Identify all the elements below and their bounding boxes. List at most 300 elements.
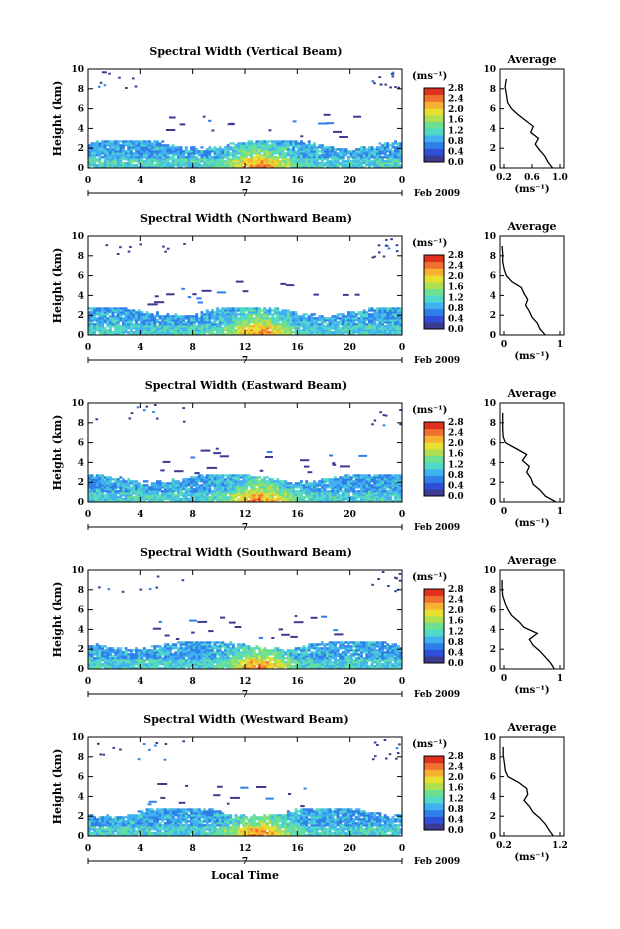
heatmap-cell — [352, 162, 355, 164]
heatmap-cell — [91, 663, 94, 665]
heatmap-cell — [290, 158, 293, 160]
heatmap-cell — [371, 313, 374, 315]
heatmap-cell — [365, 319, 368, 321]
heatmap-cell — [143, 148, 146, 150]
heatmap-cell — [109, 150, 112, 152]
heatmap-cell — [372, 80, 375, 82]
heatmap-cell — [198, 480, 201, 482]
heatmap-cell — [318, 482, 321, 484]
heatmap-cell — [156, 311, 159, 313]
heatmap-cell — [206, 317, 209, 319]
heatmap-cell — [235, 325, 238, 327]
heatmap-cell — [263, 160, 266, 162]
heatmap-cell — [182, 486, 185, 488]
heatmap-cell — [339, 319, 342, 321]
heatmap-cell — [201, 494, 204, 496]
heatmap-cell — [169, 486, 172, 488]
heatmap-cell — [287, 148, 290, 150]
heatmap-cell — [300, 482, 303, 484]
heatmap-cell — [363, 486, 366, 488]
heatmap-cell — [237, 323, 240, 325]
heatmap-cell — [161, 140, 164, 142]
heatmap-cell — [130, 142, 133, 144]
heatmap-cell — [344, 148, 347, 150]
heatmap-cell — [392, 325, 395, 327]
heatmap-cell — [93, 476, 96, 478]
heatmap-cell — [151, 494, 154, 496]
heatmap-cell — [216, 486, 219, 488]
heatmap-cell — [303, 315, 306, 317]
heatmap-cell — [242, 319, 245, 321]
heatmap-cell — [202, 290, 212, 292]
heatmap-cell — [261, 496, 264, 498]
heatmap-cell — [227, 307, 230, 309]
heatmap-cell — [211, 663, 214, 665]
heatmap-cell — [274, 162, 277, 164]
heatmap-cell — [269, 313, 272, 315]
heatmap-cell — [256, 663, 259, 665]
heatmap-cell — [292, 484, 295, 486]
heatmap-cell — [344, 480, 347, 482]
date-tick-label: 7 — [241, 356, 249, 366]
heatmap-cell — [284, 313, 287, 315]
heatmap-cell — [293, 120, 297, 122]
heatmap-cell — [256, 162, 259, 164]
heatmap-cell — [195, 158, 198, 160]
heatmap-cell — [164, 156, 167, 158]
heatmap-cell — [347, 311, 350, 313]
heatmap-cell — [214, 492, 217, 494]
heatmap-cell — [91, 494, 94, 496]
heatmap-cell — [172, 329, 175, 331]
heatmap-cell — [334, 327, 337, 329]
heatmap-cell — [148, 152, 151, 154]
heatmap-cell — [181, 288, 185, 290]
heatmap-cell — [185, 325, 188, 327]
heatmap-cell — [360, 156, 363, 158]
heatmap-cell — [287, 325, 290, 327]
heatmap-cell — [219, 150, 222, 152]
heatmap-cell — [164, 494, 167, 496]
heatmap-cell — [112, 162, 115, 164]
heatmap-cell — [237, 313, 240, 315]
heatmap-cell — [316, 494, 319, 496]
colorbar — [424, 418, 464, 502]
heatmap-cell — [368, 494, 371, 496]
heatmap-cell — [389, 156, 392, 158]
heatmap-cell — [352, 313, 355, 315]
heatmap-cell — [119, 496, 122, 498]
heatmap-cell — [305, 663, 308, 665]
heatmap-cell — [329, 482, 332, 484]
heatmap-cell — [208, 120, 211, 122]
heatmap-cell — [389, 474, 392, 476]
heatmap-cell — [269, 327, 272, 329]
heatmap-cell — [287, 323, 290, 325]
heatmap-cell — [242, 490, 245, 492]
heatmap-cell — [329, 162, 332, 164]
heatmap-cell — [119, 313, 122, 315]
heatmap-cell — [240, 496, 243, 498]
heatmap-cell — [221, 327, 224, 329]
heatmap-cell — [261, 140, 264, 142]
heatmap-cell — [261, 494, 264, 496]
heatmap-cell — [303, 329, 306, 331]
heatmap-cell — [143, 325, 146, 327]
heatmap-cell — [373, 325, 376, 327]
heatmap-cell — [228, 123, 235, 125]
heatmap-cell — [385, 245, 388, 247]
heatmap-cell — [342, 158, 345, 160]
heatmap-cell — [250, 309, 253, 311]
heatmap-cell — [101, 490, 104, 492]
heatmap-cell — [172, 160, 175, 162]
heatmap-cell — [381, 494, 384, 496]
heatmap-cell — [347, 150, 350, 152]
heatmap-cell — [266, 319, 269, 321]
heatmap-cell — [331, 146, 334, 148]
heatmap-cell — [269, 325, 272, 327]
heatmap-cell — [297, 494, 300, 496]
heatmap-cell — [219, 313, 222, 315]
heatmap-cell — [253, 476, 256, 478]
heatmap-cell — [313, 325, 316, 327]
heatmap-cell — [347, 152, 350, 154]
heatmap-cell — [340, 465, 350, 467]
heatmap-cell — [318, 329, 321, 331]
heatmap-cell — [248, 146, 251, 148]
heatmap-cell — [397, 152, 400, 154]
heatmap-cell — [337, 160, 340, 162]
heatmap-cell — [250, 148, 253, 150]
heatmap-cell — [216, 663, 219, 665]
heatmap-cell — [261, 323, 264, 325]
heatmap-cell — [140, 160, 143, 162]
heatmap-cell — [347, 490, 350, 492]
heatmap-cell — [392, 162, 395, 164]
heatmap-cell — [156, 162, 159, 164]
heatmap-cell — [216, 482, 219, 484]
heatmap-cell — [303, 663, 306, 665]
heatmap-cell — [303, 325, 306, 327]
heatmap-cell — [389, 86, 392, 88]
heatmap-cell — [167, 150, 170, 152]
heatmap-cell — [91, 158, 94, 160]
heatmap-cell — [117, 156, 120, 158]
heatmap-cell — [261, 490, 264, 492]
heatmap-cell — [190, 480, 193, 482]
heatmap-cell — [206, 474, 209, 476]
heatmap-cell — [216, 319, 219, 321]
heatmap-cell — [392, 146, 395, 148]
heatmap-cell — [101, 486, 104, 488]
heatmap-cell — [329, 480, 332, 482]
heatmap-cell — [303, 492, 306, 494]
heatmap-cell — [358, 323, 361, 325]
heatmap-cell — [174, 482, 177, 484]
heatmap-cell — [106, 486, 109, 488]
heatmap-cell — [347, 317, 350, 319]
heatmap-cell — [216, 476, 219, 478]
heatmap-cell — [130, 492, 133, 494]
heatmap-cell — [146, 319, 149, 321]
heatmap-cell — [274, 313, 277, 315]
heatmap-cell — [329, 490, 332, 492]
heatmap-cell — [101, 494, 104, 496]
heatmap-cell — [329, 319, 332, 321]
heatmap-cell — [114, 482, 117, 484]
heatmap-cell — [394, 307, 397, 309]
heatmap-cell — [214, 162, 217, 164]
heatmap-cell — [193, 158, 196, 160]
heatmap-cell — [91, 474, 94, 476]
heatmap-cell — [172, 148, 175, 150]
heatmap-cell — [256, 140, 259, 142]
heatmap-cell — [232, 325, 235, 327]
heatmap-cell — [308, 484, 311, 486]
heatmap-cell — [381, 309, 384, 311]
heatmap-cell — [187, 492, 190, 494]
heatmap-cell — [148, 663, 151, 665]
heatmap-cell — [248, 490, 251, 492]
heatmap-cell — [153, 156, 156, 158]
heatmap-cell — [297, 319, 300, 321]
heatmap-cell — [363, 158, 366, 160]
heatmap-cell — [287, 162, 290, 164]
heatmap-cell — [355, 160, 358, 162]
heatmap-cell — [321, 325, 324, 327]
heatmap-cell — [125, 307, 128, 309]
heatmap-cell — [274, 140, 277, 142]
heatmap-cell — [182, 158, 185, 160]
heatmap-cell — [122, 480, 125, 482]
heatmap-cell — [112, 325, 115, 327]
heatmap-cell — [119, 325, 122, 327]
heatmap-cell — [203, 492, 206, 494]
heatmap-cell — [135, 158, 138, 160]
heatmap-cell — [342, 496, 345, 498]
heatmap-cell — [240, 309, 243, 311]
heatmap-cell — [358, 663, 361, 665]
heatmap-cell — [148, 146, 151, 148]
y-axis-label: Height (km) — [51, 247, 64, 324]
heatmap-cell — [261, 317, 264, 319]
heatmap-cell — [392, 156, 395, 158]
heatmap-cell — [300, 158, 303, 160]
heatmap-cell — [389, 492, 392, 494]
heatmap-cell — [282, 482, 285, 484]
heatmap-cell — [363, 323, 366, 325]
heatmap-cell — [389, 162, 392, 164]
heatmap-cell — [99, 156, 102, 158]
heatmap-cell — [342, 162, 345, 164]
heatmap-cell — [112, 156, 115, 158]
heatmap-cell — [284, 496, 287, 498]
heatmap-cell — [334, 492, 337, 494]
heatmap-cell — [117, 319, 120, 321]
heatmap-cell — [287, 327, 290, 329]
heatmap-cell — [324, 496, 327, 498]
heatmap-cell — [313, 496, 316, 498]
heatmap-cell — [373, 158, 376, 160]
heatmap-cell — [368, 474, 371, 476]
heatmap-cell — [198, 494, 201, 496]
heatmap-cell — [93, 323, 96, 325]
heatmap-cell — [219, 146, 222, 148]
heatmap-cell — [156, 319, 159, 321]
heatmap-cell — [140, 486, 143, 488]
heatmap-cell — [276, 142, 279, 144]
heatmap-cell — [119, 317, 122, 319]
heatmap-cell — [101, 156, 104, 158]
heatmap-cell — [258, 327, 261, 329]
heatmap-cell — [292, 150, 295, 152]
heatmap-cell — [266, 158, 269, 160]
heatmap-cell — [379, 474, 382, 476]
heatmap-cell — [177, 663, 180, 665]
heatmap-cell — [96, 148, 99, 150]
heatmap-cell — [133, 319, 136, 321]
heatmap-cell — [261, 313, 264, 315]
heatmap-cell — [135, 494, 138, 496]
heatmap-cell — [127, 486, 130, 488]
colorbar-tick-label: 0.4 — [448, 147, 464, 158]
heatmap-cell — [376, 313, 379, 315]
heatmap-cell — [214, 486, 217, 488]
heatmap-cell — [381, 152, 384, 154]
heatmap-cell — [216, 307, 219, 309]
heatmap-cell — [389, 490, 392, 492]
heatmap-cell — [339, 482, 342, 484]
heatmap-cell — [174, 317, 177, 319]
heatmap-cell — [114, 315, 117, 317]
heatmap-cell — [114, 329, 117, 331]
heatmap-cell — [258, 482, 261, 484]
heatmap-cell — [258, 494, 261, 496]
heatmap-cell — [221, 490, 224, 492]
heatmap-cell — [240, 327, 243, 329]
colorbar — [424, 251, 464, 335]
date-tick-label: 7 — [241, 523, 249, 533]
heatmap-cell — [117, 325, 120, 327]
heatmap-cell — [143, 156, 146, 158]
heatmap-cell — [386, 476, 389, 478]
heatmap-cell — [195, 480, 198, 482]
heatmap-cell — [300, 323, 303, 325]
heatmap-cell — [368, 329, 371, 331]
heatmap-cell — [363, 325, 366, 327]
heatmap-cell — [368, 482, 371, 484]
heatmap-cell — [318, 327, 321, 329]
heatmap-cell — [185, 323, 188, 325]
heatmap-cell — [269, 148, 272, 150]
heatmap-cell — [143, 409, 146, 411]
heatmap-cell — [376, 474, 379, 476]
heatmap-cell — [117, 142, 120, 144]
heatmap-cell — [237, 156, 240, 158]
heatmap-cell — [261, 492, 264, 494]
heatmap-cell — [240, 156, 243, 158]
heatmap-cell — [195, 486, 198, 488]
heatmap-cell — [133, 317, 136, 319]
heatmap-cell — [363, 148, 366, 150]
heatmap-cell — [177, 156, 180, 158]
heatmap-cell — [308, 148, 311, 150]
heatmap-cell — [297, 486, 300, 488]
heatmap-cell — [216, 496, 219, 498]
average-x-tick-label: 0.6 — [524, 173, 540, 183]
heatmap-cell — [337, 482, 340, 484]
heatmap-cell — [122, 148, 125, 150]
heatmap-cell — [358, 325, 361, 327]
heatmap-cell — [250, 329, 253, 331]
heatmap-cell — [91, 661, 94, 663]
heatmap-cell — [187, 498, 190, 500]
heatmap-cell — [106, 158, 109, 160]
heatmap-cell — [295, 317, 298, 319]
heatmap-cell — [321, 150, 324, 152]
heatmap-cell — [229, 486, 232, 488]
heatmap-cell — [258, 146, 261, 148]
heatmap-cell — [206, 309, 209, 311]
heatmap-cell — [211, 313, 214, 315]
heatmap-cell — [376, 317, 379, 319]
heatmap-cell — [140, 317, 143, 319]
panel-title: Spectral Width (Northward Beam) — [140, 212, 352, 225]
heatmap-cell — [381, 307, 384, 309]
heatmap-cell — [182, 162, 185, 164]
heatmap-cell — [365, 152, 368, 154]
heatmap-cell — [109, 146, 112, 148]
heatmap-cell — [313, 152, 316, 154]
heatmap-cell — [194, 472, 199, 474]
heatmap-cell — [232, 480, 235, 482]
heatmap-cell — [303, 162, 306, 164]
heatmap-cell — [117, 253, 120, 255]
heatmap-cell — [371, 152, 374, 154]
heatmap-cell — [358, 152, 361, 154]
heatmap-cell — [206, 486, 209, 488]
heatmap-cell — [300, 663, 303, 665]
heatmap-cell — [96, 661, 99, 663]
heatmap-cell — [99, 160, 102, 162]
heatmap-cell — [313, 160, 316, 162]
heatmap-cell — [256, 484, 259, 486]
colorbar-tick-label: 2.4 — [448, 94, 464, 105]
heatmap-cell — [276, 494, 279, 496]
heatmap-cell — [156, 315, 159, 317]
heatmap-cell — [161, 315, 164, 317]
heatmap-cell — [339, 476, 342, 478]
heatmap-cell — [324, 492, 327, 494]
heatmap-cell — [104, 160, 107, 162]
heatmap-cell — [242, 486, 245, 488]
heatmap-cell — [127, 492, 130, 494]
heatmap-cell — [282, 152, 285, 154]
heatmap-cell — [316, 317, 319, 319]
average-x-tick-label: 1.0 — [552, 173, 568, 183]
colorbar-swatch — [424, 102, 444, 109]
heatmap-cell — [177, 323, 180, 325]
heatmap-cell — [305, 327, 308, 329]
heatmap-cell — [182, 160, 185, 162]
heatmap-cell — [146, 313, 149, 315]
heatmap-cell — [235, 474, 238, 476]
heatmap-cell — [269, 140, 272, 142]
heatmap-cell — [282, 319, 285, 321]
heatmap-cell — [117, 323, 120, 325]
colorbar-tick-label: 2.8 — [448, 251, 464, 261]
